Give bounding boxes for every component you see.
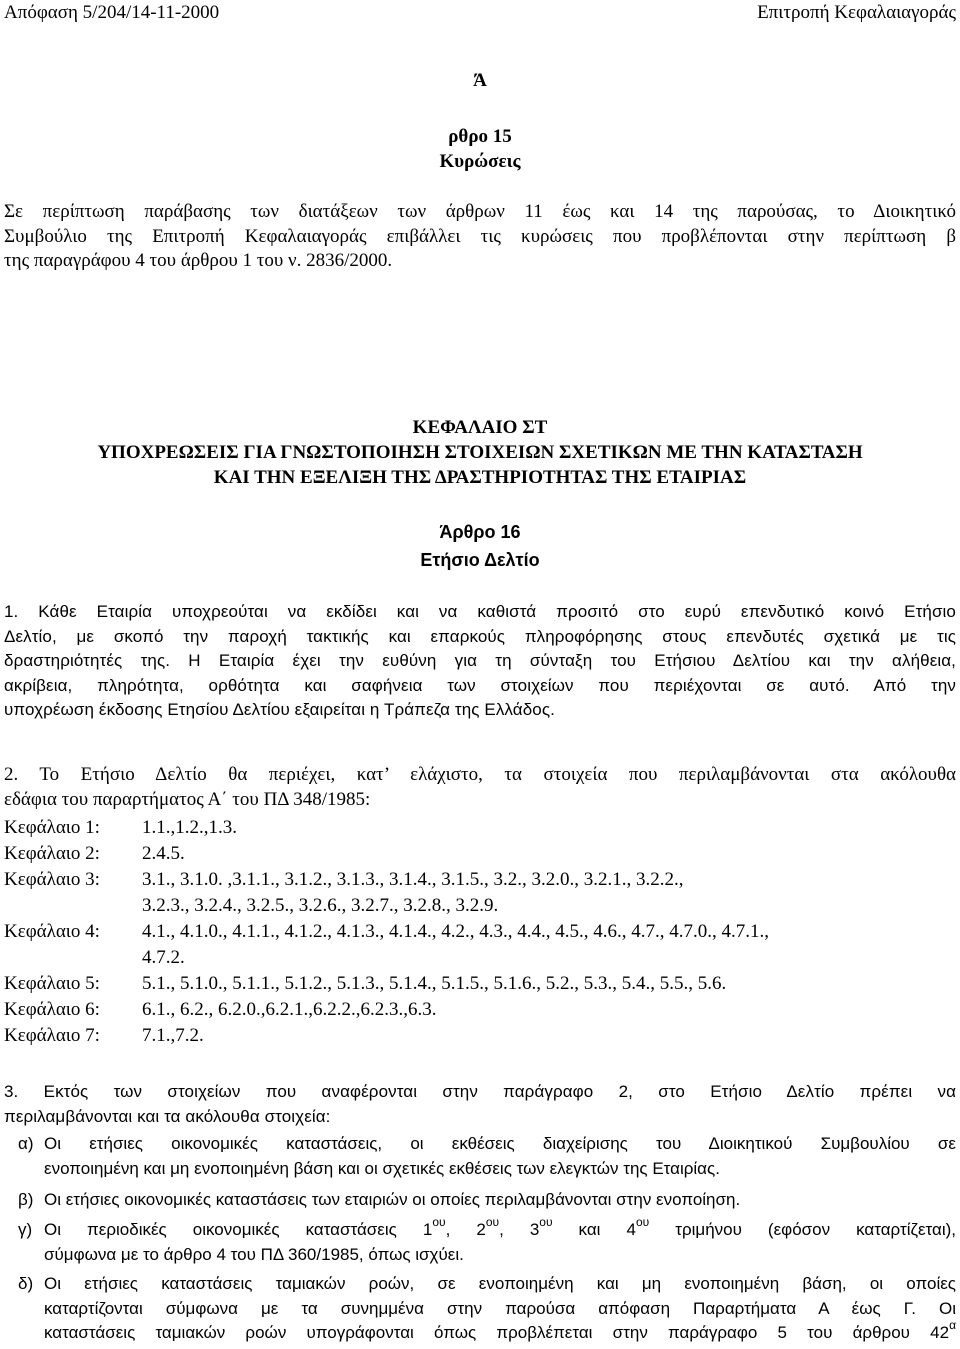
text-run: , 2 <box>445 1220 486 1239</box>
text-line: Σε περίπτωση παράβασης των διατάξεων των άρθρων 11 έως και 14 της παρούσας, το Διοικητικό <box>4 201 956 222</box>
text-line: της παραγράφου 4 του άρθρου 1 του ν. 2836/2000. <box>4 250 393 271</box>
text-line: ακρίβεια, πληρότητα, ορθότητα και σαφήνεια των στοιχείων που περιέχονται σε αυτό. Από την <box>4 675 956 695</box>
article-16-paragraph-3 <box>4 1080 956 1129</box>
text-line: Συμβούλιο της Επιτροπή Κεφαλαιαγοράς επιβάλλει τις κυρώσεις που προβλέπονται στην περίπτωση β <box>4 225 956 247</box>
list-item-label: γ) <box>18 1220 33 1239</box>
chapter-row <box>4 998 437 1023</box>
list-item-text <box>44 1132 956 1181</box>
list-item-text <box>44 1215 957 1267</box>
text-line: ενοποιημένη και μη ενοποιημένη βάση και οι σχετικές εκθέσεις των ελεγκτών της Εταιρίας. <box>44 1158 720 1178</box>
list-item-text <box>44 1272 956 1346</box>
text-line: εδάφια του παραρτήματος Α΄ του ΠΔ 348/1985: <box>4 788 371 810</box>
chapter-row <box>4 1024 204 1049</box>
superscript: α <box>949 1318 956 1332</box>
text-line: καταρτίζονται σύμφωνα με τα συνημμένα στην παρούσα απόφαση Παραρτήματα Α έως Γ. Οι <box>44 1298 956 1318</box>
chapter-row <box>4 842 185 867</box>
text-line <box>44 1318 956 1346</box>
list-item-a <box>4 1132 956 1181</box>
chapter-label: Κεφάλαιο 1: <box>4 817 100 838</box>
chapter-value: 4.1., 4.1.0., 4.1.1., 4.1.2., 4.1.3., 4.1.4., 4.2., 4.3., 4.4., 4.5., 4.6., 4.7., 4.7.0., 4.7.1., <box>142 921 769 942</box>
text-line: 1. Κάθε Εταιρία υποχρεούται να εκδίδει και να καθιστά προσιτό στο ευρύ επενδυτικό κοινό Ετήσιο <box>4 602 956 621</box>
text-line: δραστηριότητές της. Η Εταιρία έχει την ευθύνη για τη σύνταξη του Ετήσιου Δελτίου και την αλήθεια, <box>4 651 956 670</box>
text-line <box>44 1215 957 1243</box>
text-line: Οι ετήσιες οικονομικές καταστάσεις, οι εκθέσεις διαχείρισης του Διοικητικού Συμβουλίου σε <box>44 1134 956 1153</box>
text-line: Δελτίο, με σκοπό την παροχή τακτικής και επαρκούς πληροφόρησης στους επενδυτές σχετικά με τις <box>4 626 956 646</box>
text-line: υποχρέωση έκδοσης Ετησίου Δελτίου εξαιρείται η Τράπεζα της Ελλάδος. <box>4 700 555 719</box>
list-item-label: α) <box>18 1134 34 1153</box>
text-run: , 3 <box>499 1220 540 1239</box>
text-line: Οι ετήσιες οικονομικές καταστάσεις των εταιριών οι οποίες περιλαμβάνονται στην ενοποίηση. <box>44 1190 741 1209</box>
chapter-label: Κεφάλαιο 7: <box>4 1025 100 1046</box>
text-run: και 4 <box>552 1220 636 1239</box>
chapter-subtitle-line-1: ΥΠΟΧΡΕΩΣΕΙΣ ΓΙΑ ΓΝΩΣΤΟΠΟΙΗΣΗ ΣΤΟΙΧΕΙΩΝ ΣΧΕΤΙΚΩΝ ΜΕ ΤΗΝ ΚΑΤΑΣΤΑΣΗ <box>97 442 863 463</box>
chapter-value-continued: 3.2.3., 3.2.4., 3.2.5., 3.2.6., 3.2.7., 3.2.8., 3.2.9. <box>142 895 499 916</box>
chapter-subtitle-line-2: ΚΑΙ ΤΗΝ ΕΞΕΛΙΞΗ ΤΗΣ ΔΡΑΣΤΗΡΙΟΤΗΤΑΣ ΤΗΣ ΕΤΑΙΡΙΑΣ <box>213 467 747 488</box>
chapter-value: 7.1.,7.2. <box>142 1025 204 1046</box>
article-15-title: Κυρώσεις <box>439 151 521 172</box>
chapter-row <box>4 816 237 841</box>
text-line: 3. Εκτός των στοιχείων που αναφέρονται στην παράγραφο 2, στο Ετήσιο Δελτίο πρέπει να <box>4 1082 956 1101</box>
article-16-title: Ετήσιο Δελτίο <box>420 550 540 570</box>
ordinal-superscript: ου <box>539 1215 553 1229</box>
chapter-row <box>4 920 769 945</box>
chapter-value-continued: 4.7.2. <box>142 947 185 968</box>
chapter-value: 3.1., 3.1.0. ,3.1.1., 3.1.2., 3.1.3., 3.1.4., 3.1.5., 3.2., 3.2.0., 3.2.1., 3.2.2., <box>142 869 684 890</box>
text-run: Οι περιοδικές οικονομικές καταστάσεις 1 <box>44 1220 433 1239</box>
article-16-number: Άρθρο 16 <box>439 522 521 542</box>
chapter-value: 6.1., 6.2., 6.2.0.,6.2.1.,6.2.2.,6.2.3.,6.3. <box>142 999 437 1020</box>
header-authority: Επιτροπή Κεφαλαιαγοράς <box>757 2 956 23</box>
text-line: σύμφωνα με το άρθρο 4 του ΠΔ 360/1985, όπως ισχύει. <box>44 1244 464 1264</box>
chapter-value: 2.4.5. <box>142 843 185 864</box>
list-item-text <box>44 1188 956 1213</box>
text-line: Οι ετήσιες καταστάσεις ταμιακών ροών, σε ενοποιημένη και μη ενοποιημένη βάση, οι οποίες <box>44 1274 956 1293</box>
chapter-row <box>4 972 726 997</box>
ordinal-superscript: ου <box>635 1215 650 1229</box>
header-decision-ref: Απόφαση 5/204/14-11-2000 <box>4 2 220 23</box>
list-item-b <box>4 1188 956 1213</box>
chapter-label: Κεφάλαιο 4: <box>4 921 100 942</box>
list-item-d <box>4 1272 956 1346</box>
chapter-title: ΚΕΦΑΛΑΙΟ ΣΤ <box>412 417 548 438</box>
text-run: τριμήνου (εφόσον καταρτίζεται), <box>649 1220 957 1239</box>
article-15-mark: Ά <box>473 70 487 91</box>
chapter-label: Κεφάλαιο 3: <box>4 869 100 890</box>
chapter-row <box>4 868 684 893</box>
chapter-value: 1.1.,1.2.,1.3. <box>142 817 237 838</box>
ordinal-superscript: ου <box>485 1215 500 1229</box>
chapter-value: 5.1., 5.1.0., 5.1.1., 5.1.2., 5.1.3., 5.1.4., 5.1.5., 5.1.6., 5.2., 5.3., 5.4., 5.5., 5.6. <box>142 973 727 994</box>
article-15-number: ρθρο 15 <box>448 126 512 147</box>
article-16-paragraph-1 <box>4 600 956 723</box>
list-item-label: β) <box>18 1190 34 1209</box>
chapter-label: Κεφάλαιο 5: <box>4 973 100 994</box>
article-15-body <box>4 200 956 274</box>
list-item-c <box>4 1215 957 1267</box>
text-line: περιλαμβάνονται και τα ακόλουθα στοιχεία: <box>4 1106 331 1126</box>
ordinal-superscript: ου <box>432 1215 446 1229</box>
chapter-label: Κεφάλαιο 2: <box>4 843 100 864</box>
text-line: 2. Το Ετήσιο Δελτίο θα περιέχει, κατ’ ελάχιστο, τα στοιχεία που περιλαμβάνονται στα ακόλουθα <box>4 764 956 785</box>
chapter-label: Κεφάλαιο 6: <box>4 999 100 1020</box>
list-item-label: δ) <box>18 1274 34 1293</box>
article-16-paragraph-2 <box>4 763 956 812</box>
text-run: καταστάσεις ταμιακών ροών υπογράφονται όπως προβλέπεται στην παράγραφο 5 του άρθρου 42 <box>44 1323 950 1342</box>
